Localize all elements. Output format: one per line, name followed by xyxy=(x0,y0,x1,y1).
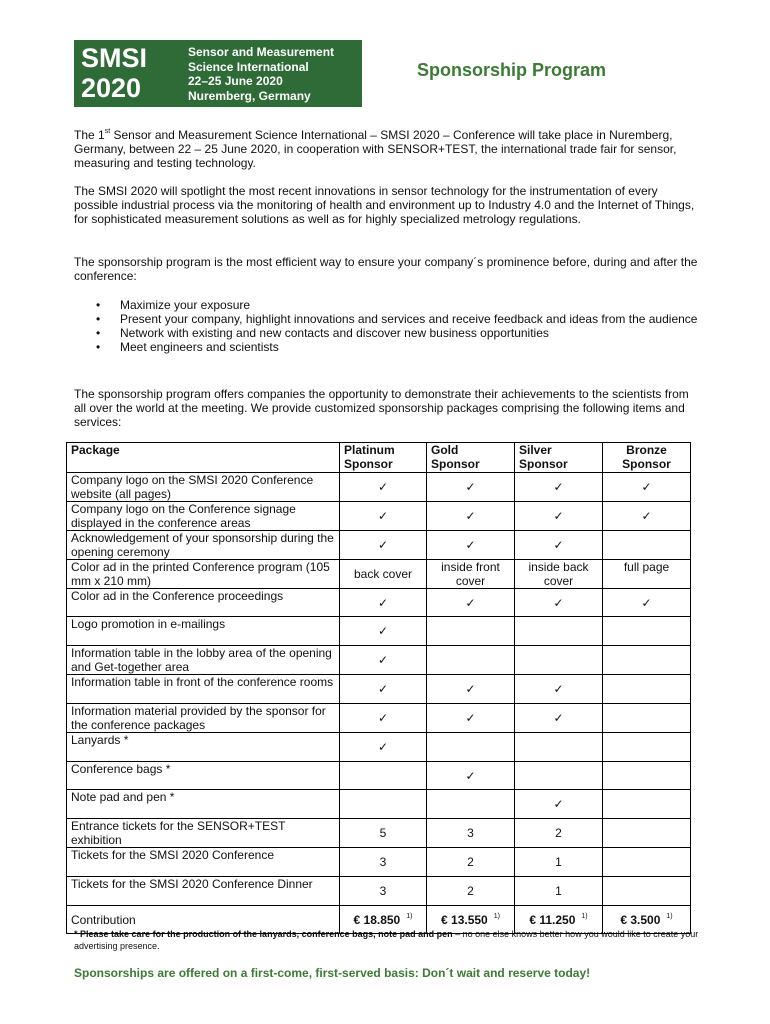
table-row xyxy=(67,646,691,675)
table-row xyxy=(67,617,691,646)
contribution-label: Contribution xyxy=(67,906,340,934)
header-package: Package xyxy=(67,443,340,473)
check-icon: ✓ xyxy=(427,675,515,704)
logo-line-2: Science International xyxy=(188,59,309,74)
table-cell: 2 xyxy=(515,819,603,848)
table-row xyxy=(67,560,691,589)
table-cell: 3 xyxy=(340,848,427,877)
row-label: Color ad in the Conference proceedings xyxy=(67,589,340,617)
check-icon: ✓ xyxy=(515,502,603,531)
price-value: € 3.500 xyxy=(620,912,661,927)
check-icon: ✓ xyxy=(603,589,691,617)
check-icon: ✓ xyxy=(427,531,515,560)
check-icon: ✓ xyxy=(427,589,515,617)
check-icon: ✓ xyxy=(340,473,427,502)
table-row xyxy=(67,473,691,502)
price-footnote: 1) xyxy=(581,912,588,920)
table-cell: 1 xyxy=(515,877,603,906)
check-icon: ✓ xyxy=(515,704,603,733)
table-cell xyxy=(515,646,603,675)
table-cell xyxy=(603,848,691,877)
table-cell xyxy=(427,646,515,675)
row-label: Information table in the lobby area of the opening and Get-together area xyxy=(67,646,340,675)
header-silver: Silver Sponsor xyxy=(515,443,603,473)
row-label: Tickets for the SMSI 2020 Conference xyxy=(67,848,340,877)
price-footnote: 1) xyxy=(406,912,413,920)
table-cell xyxy=(603,877,691,906)
check-icon: ✓ xyxy=(515,675,603,704)
table-row xyxy=(67,790,691,819)
table-cell: 2 xyxy=(427,848,515,877)
table-cell: inside front cover xyxy=(427,560,515,589)
check-icon: ✓ xyxy=(427,762,515,790)
price-footnote: 1) xyxy=(666,912,673,920)
list-item: • Network with existing and new contacts and discover new business opportunities xyxy=(74,326,699,340)
price-value: € 18.850 xyxy=(353,912,401,927)
table-row xyxy=(67,675,691,704)
check-icon: ✓ xyxy=(427,704,515,733)
check-icon: ✓ xyxy=(340,531,427,560)
table-row xyxy=(67,704,691,733)
table-cell xyxy=(340,790,427,819)
call-to-action: Sponsorships are offered on a first-come, first-served basis: Don´t wait and reserve today! xyxy=(74,966,591,980)
table-cell xyxy=(603,733,691,762)
table-cell xyxy=(427,790,515,819)
check-icon: ✓ xyxy=(340,589,427,617)
table-cell: 5 xyxy=(340,819,427,848)
row-label: Information table in front of the conference rooms xyxy=(67,675,340,704)
table-cell xyxy=(603,646,691,675)
table-cell xyxy=(603,762,691,790)
table-row xyxy=(67,589,691,617)
row-label: Conference bags * xyxy=(67,762,340,790)
intro-paragraph-3: The sponsorship program is the most efficient way to ensure your company´s prominence before, during and after the conference: xyxy=(74,255,698,283)
table-cell: inside back cover xyxy=(515,560,603,589)
row-label: Company logo on the Conference signage displayed in the conference areas xyxy=(67,502,340,531)
table-row xyxy=(67,762,691,790)
header-platinum: Platinum Sponsor xyxy=(340,443,427,473)
row-label: Tickets for the SMSI 2020 Conference Dinner xyxy=(67,877,340,906)
table-cell xyxy=(427,617,515,646)
table-cell xyxy=(515,762,603,790)
table-row xyxy=(67,733,691,762)
logo-2020: 2020 xyxy=(81,73,142,103)
table-cell xyxy=(515,617,603,646)
table-row xyxy=(67,848,691,877)
table-cell xyxy=(603,704,691,733)
table-row xyxy=(67,819,691,848)
price-value: € 11.250 xyxy=(529,912,576,927)
list-item: • Present your company, highlight innovations and services and receive feedback and ideas from the audience xyxy=(74,312,699,326)
check-icon: ✓ xyxy=(340,704,427,733)
header-bronze: Bronze Sponsor xyxy=(603,443,691,473)
table-row xyxy=(67,531,691,560)
check-icon: ✓ xyxy=(515,790,603,819)
table-cell xyxy=(603,531,691,560)
intro-paragraph-1: The 1st Sensor and Measurement Science International – SMSI 2020 – Conference will take place in Nuremberg, Germany, between 22 – 25 June 2020, in cooperation with SENSOR+TEST, the international trade fair for sensor, measuring and testing technology. xyxy=(74,128,677,170)
check-icon: ✓ xyxy=(340,675,427,704)
sponsorship-table xyxy=(66,442,691,934)
benefits-list xyxy=(74,298,699,354)
table-cell xyxy=(603,790,691,819)
check-icon: ✓ xyxy=(427,473,515,502)
logo-line-4: Nuremberg, Germany xyxy=(188,88,311,103)
check-icon: ✓ xyxy=(603,502,691,531)
row-label: Entrance tickets for the SENSOR+TEST exhibition xyxy=(67,819,340,848)
row-label: Logo promotion in e-mailings xyxy=(67,617,340,646)
check-icon: ✓ xyxy=(515,589,603,617)
footnote: * Please take care for the production of the lanyards, conference bags, note pad and pen – no one else knows better how you would like to create your advertising presence. xyxy=(74,929,699,951)
row-label: Lanyards * xyxy=(67,733,340,762)
logo-line-3: 22–25 June 2020 xyxy=(188,74,283,88)
price-footnote: 1) xyxy=(493,912,500,920)
check-icon: ✓ xyxy=(515,473,603,502)
table-cell: 2 xyxy=(427,877,515,906)
check-icon: ✓ xyxy=(340,646,427,675)
intro-paragraph-4: The sponsorship program offers companies the opportunity to demonstrate their achievements to the scientists from all over the world at the meeting. We provide customized sponsorship packages comprising the following items and services: xyxy=(74,387,689,429)
table-cell: 3 xyxy=(340,877,427,906)
row-label: Note pad and pen * xyxy=(67,790,340,819)
table-cell xyxy=(340,762,427,790)
table-cell: full page xyxy=(603,560,691,589)
logo-line-1: Sensor and Measurement xyxy=(188,45,335,59)
logo-smsi: SMSI xyxy=(81,43,148,73)
table-row xyxy=(67,877,691,906)
table-cell: 1 xyxy=(515,848,603,877)
table-cell xyxy=(603,819,691,848)
table-cell xyxy=(515,733,603,762)
check-icon: ✓ xyxy=(340,617,427,646)
logo-details xyxy=(188,45,334,103)
page-title: Sponsorship Program xyxy=(417,60,607,80)
check-icon: ✓ xyxy=(515,531,603,560)
check-icon: ✓ xyxy=(340,733,427,762)
header-gold: Gold Sponsor xyxy=(427,443,515,473)
table-cell xyxy=(427,733,515,762)
table-cell: 3 xyxy=(427,819,515,848)
check-icon: ✓ xyxy=(603,473,691,502)
row-label: Company logo on the SMSI 2020 Conference website (all pages) xyxy=(67,473,340,502)
table-row xyxy=(67,502,691,531)
list-item: • Meet engineers and scientists xyxy=(74,340,699,354)
smsi-logo xyxy=(74,40,362,107)
list-item: • Maximize your exposure xyxy=(74,298,699,312)
row-label: Color ad in the printed Conference program (105 mm x 210 mm) xyxy=(67,560,340,589)
table-cell xyxy=(603,617,691,646)
check-icon: ✓ xyxy=(427,502,515,531)
table-header-row xyxy=(67,443,691,473)
intro-paragraph-2: The SMSI 2020 will spotlight the most recent innovations in sensor technology for the instrumentation of every possible industrial process via the monitoring of health and environment up to Industry 4.0 and the Internet of Things, for sophisticated measurement solutions as well as for highly specialized metrology regulations. xyxy=(74,184,695,226)
table-cell: back cover xyxy=(340,560,427,589)
row-label: Acknowledgement of your sponsorship during the opening ceremony xyxy=(67,531,340,560)
table-cell xyxy=(603,675,691,704)
check-icon: ✓ xyxy=(340,502,427,531)
row-label: Information material provided by the sponsor for the conference packages xyxy=(67,704,340,733)
price-value: € 13.550 xyxy=(441,912,488,927)
logo-year-mark xyxy=(81,43,147,103)
